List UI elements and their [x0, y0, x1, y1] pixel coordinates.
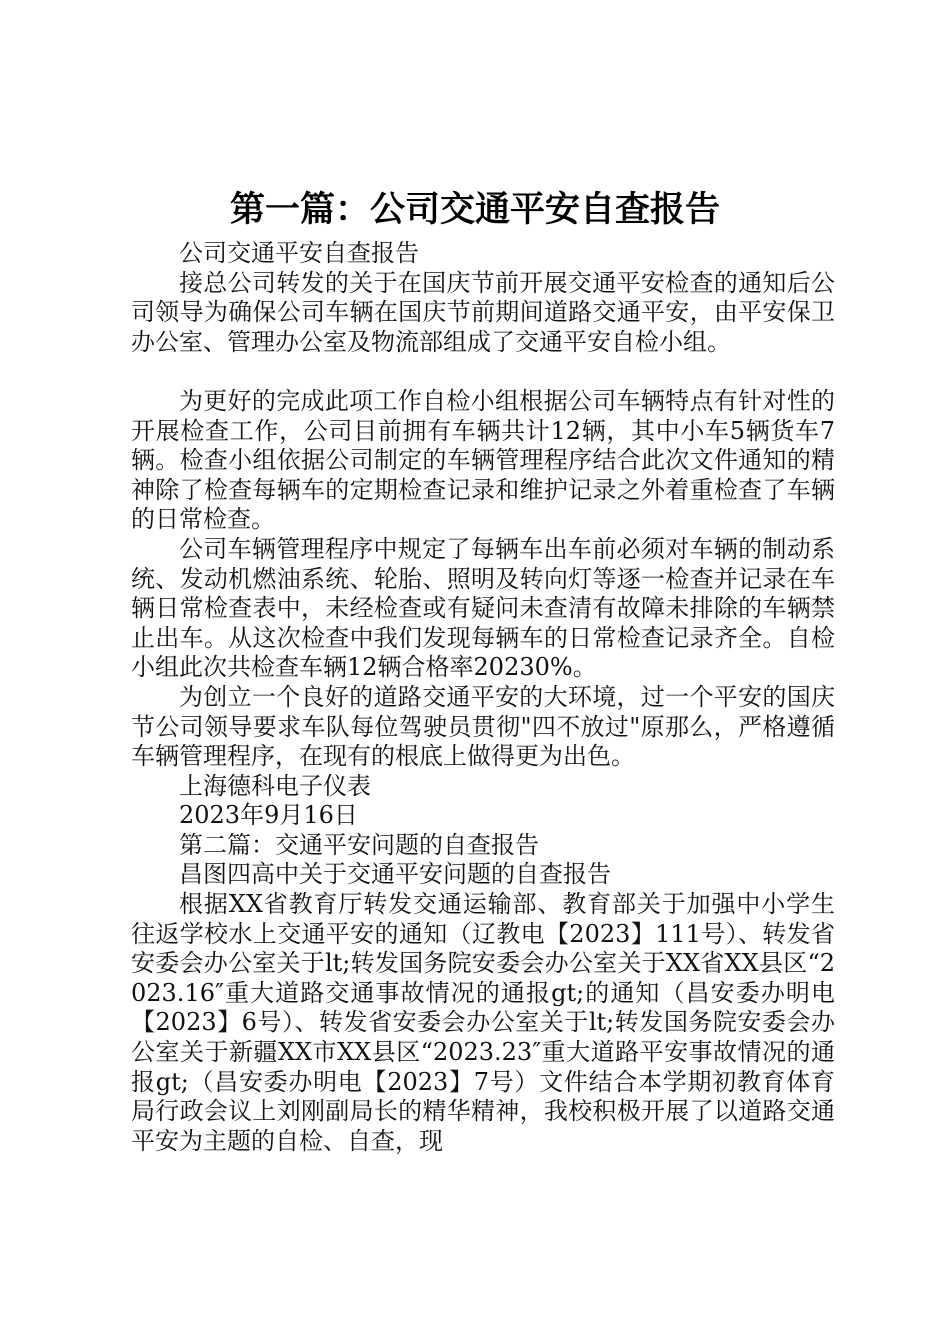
paragraph-school-report-title: 昌图四高中关于交通平安问题的自查报告: [179, 860, 611, 889]
paragraph-school-report-body: 根据XX省教育厅转发交通运输部、教育部关于加强中小学生往返学校水上交通平安的通知（辽教电【2023】111号）、转发省安委会办公室关于lt;转发国务院安委会办公室关于XX省XX县区“2023.16″重大道路交通事故情况的通报gt;的通知（昌安委办明电【2023】6号）、转发省安委会办公室关于lt;转发国务院安委会办公室关于新疆XX市XX县区“2023.23″重大道路平安事故情况的通报gt;（昌安委办明电【2023】7号）文件结合本学期初教育体育局行政会议上刘刚副局长的精华精神，我校积极开展了以道路交通平安为主题的自检、自查，现: [131, 890, 835, 1155]
paragraph-safety-environment: 为创立一个良好的道路交通平安的大环境，过一个平安的国庆节公司领导要求车队每位驾驶员贯彻"四不放过"原那么，严格遵循车辆管理程序，在现有的根底上做得更为出色。: [131, 682, 835, 771]
document-body: [131, 239, 835, 1156]
signature-company: 上海德科电子仪表: [179, 771, 371, 800]
paragraph-report-heading: 公司交通平安自查报告: [179, 239, 419, 267]
section-heading-second: 第二篇：交通平安问题的自查报告: [179, 830, 539, 859]
paragraph-notice: 接总公司转发的关于在国庆节前开展交通平安检查的通知后公司领导为确保公司车辆在国庆节前期间道路交通平安，由平安保卫办公室、管理办公室及物流部组成了交通平安自检小组。: [131, 268, 835, 356]
paragraph-vehicle-inspection: 为更好的完成此项工作自检小组根据公司车辆特点有针对性的开展检查工作，公司目前拥有车辆共计12辆，其中小车5辆货车7辆。检查小组依据公司制定的车辆管理程序结合此次文件通知的精神除了检查每辆车的定期检查记录和维护记录之外着重检查了车辆的日常检查。: [131, 386, 835, 534]
signature-date: 2023年9月16日: [179, 801, 358, 830]
paragraph-management-procedure: 公司车辆管理程序中规定了每辆车出车前必须对车辆的制动系统、发动机燃油系统、轮胎、照明及转向灯等逐一检查并记录在车辆日常检查表中，未经检查或有疑问未查清有故障未排除的车辆禁止出车。从这次检查中我们发现每辆车的日常检查记录齐全。自检小组此次共检查车辆12辆合格率20230%。: [131, 534, 835, 682]
page-title: 第一篇：公司交通平安自查报告: [229, 189, 720, 230]
